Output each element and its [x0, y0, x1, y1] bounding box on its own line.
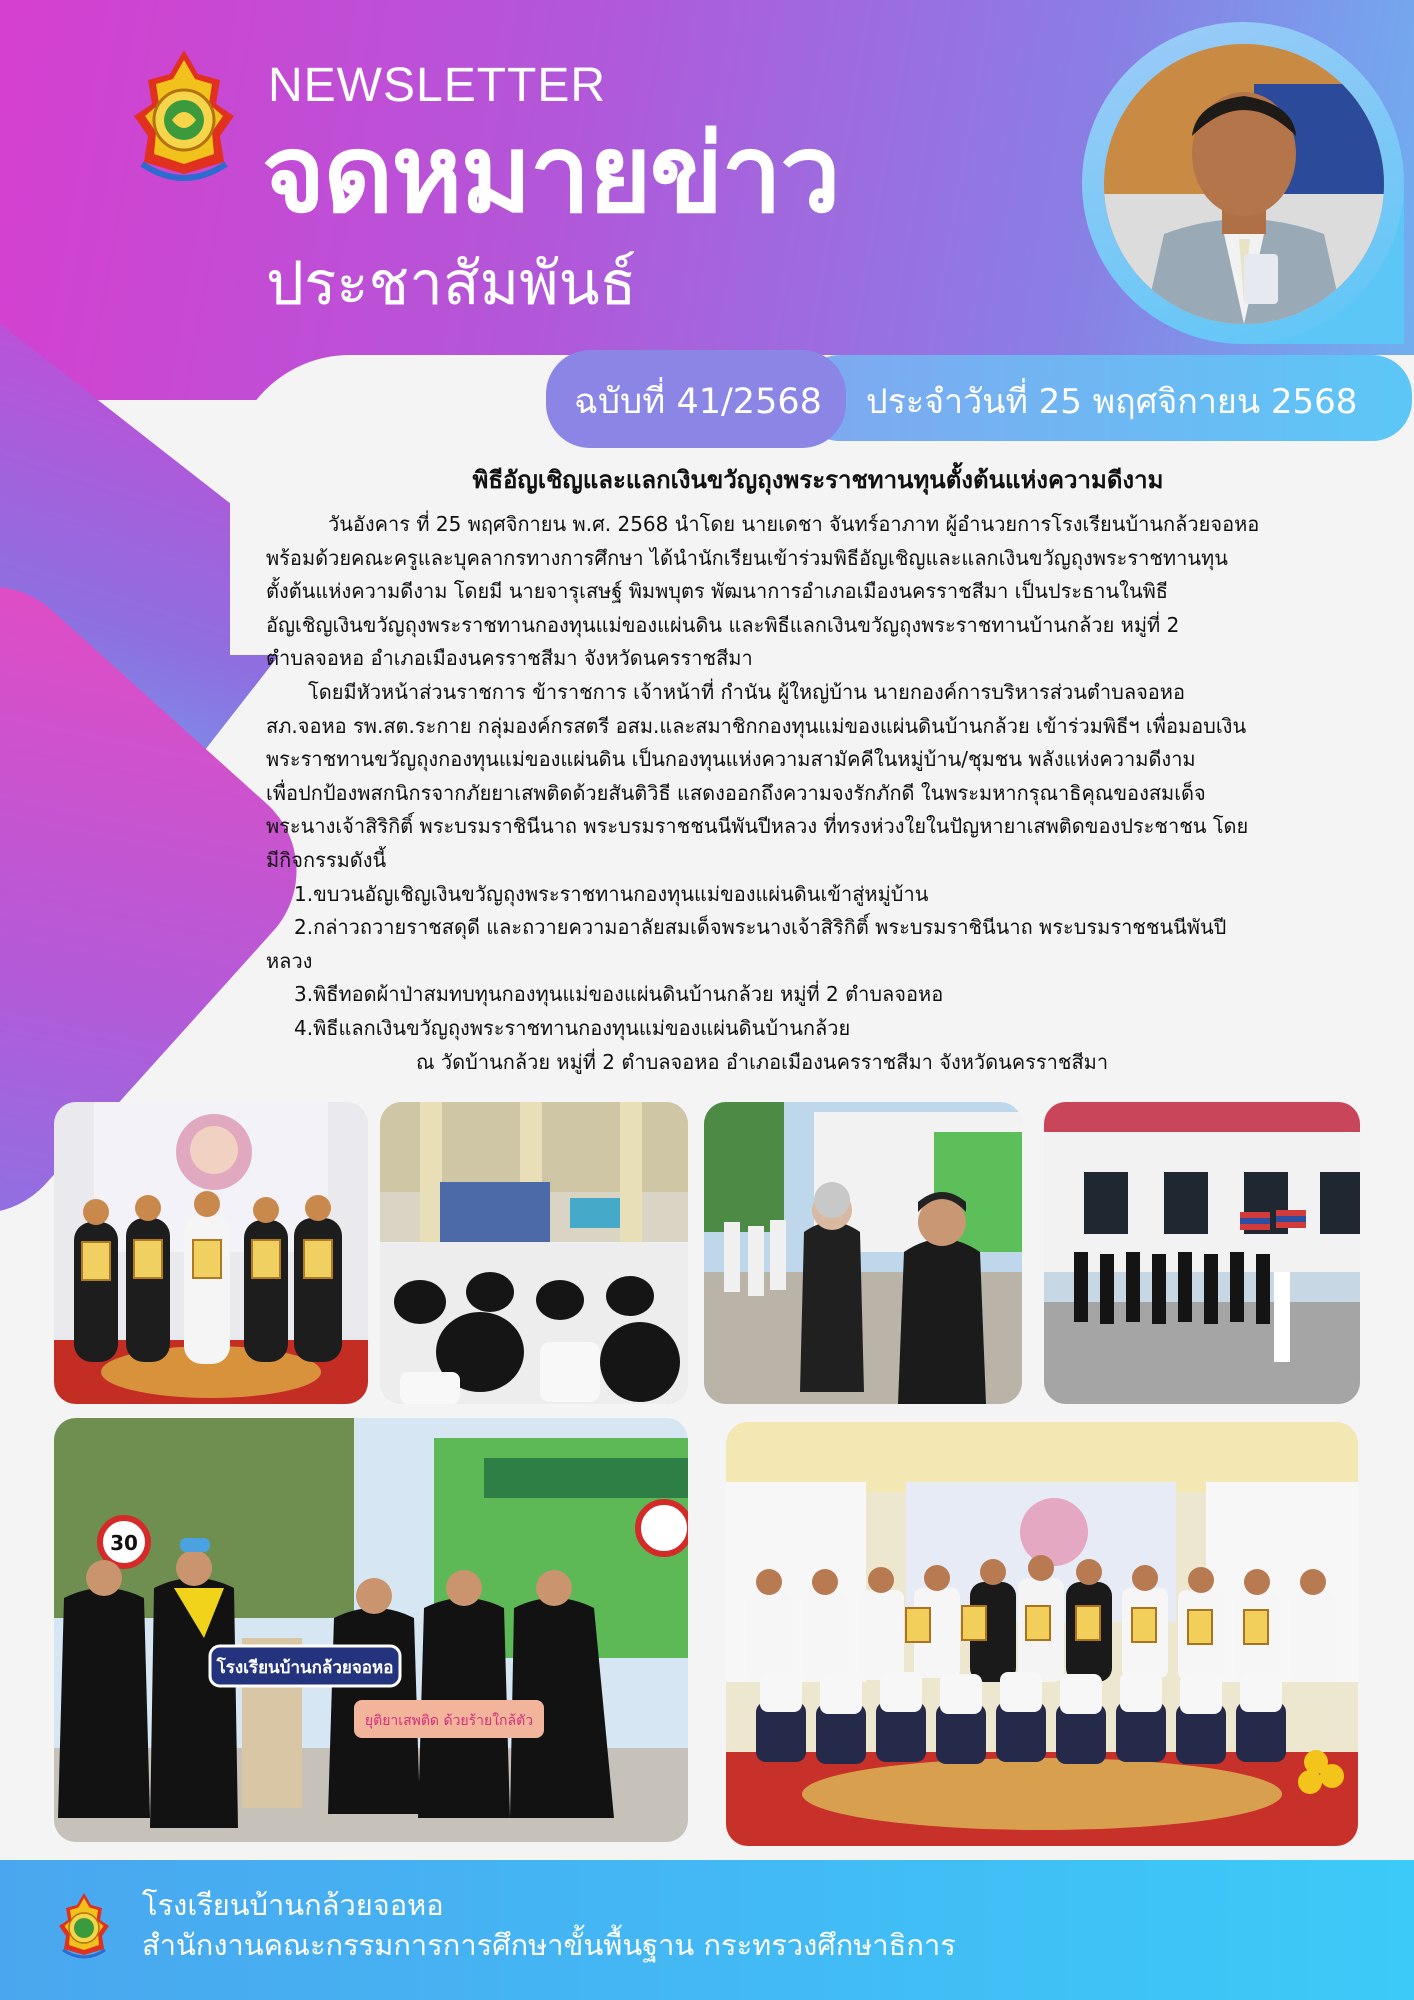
venue-line: ณ วัดบ้านกล้วย หมู่ที่ 2 ตำบลจอหอ อำเภอเมืองนครราชสีมา จังหวัดนครราชสีมา — [416, 1049, 1109, 1074]
page-subtitle: ประชาสัมพันธ์ — [266, 249, 637, 319]
issue-date: ประจำวันที่ 25 พฤศจิกายน 2568 — [866, 382, 1358, 422]
activity-item: 1.ขบวนอัญเชิญเงินขวัญถุงพระราชทานกองทุนแม่ของแผ่นดินเข้าสู่หมู่บ้าน — [294, 881, 929, 906]
article-line: หลวง — [266, 948, 313, 973]
footer — [0, 1860, 1414, 2000]
article-line: สภ.จอหอ รพ.สต.ระกาย กลุ่มองค์กรสตรี อสม.และสมาชิกกองทุนแม่ของแผ่นดินบ้านกล้วย เข้าร่วมพิธีฯ เพื่อมอบเงิน — [266, 713, 1247, 738]
article-line: โดยมีหัวหน้าส่วนราชการ ข้าราชการ เจ้าหน้าที่ กำนัน ผู้ใหญ่บ้าน นายกองค์การบริหารส่วนตำบลจอหอ — [308, 679, 1186, 704]
article-title: พิธีอัญเชิญและแลกเงินขวัญถุงพระราชทานทุนตั้งต้นแห่งความดีงาม — [472, 466, 1164, 494]
footer-office-name: สำนักงานคณะกรรมการการศึกษาขั้นพื้นฐาน กระทรวงศึกษาธิการ — [142, 1928, 956, 1962]
women-outdoor-photo — [704, 1102, 1022, 1404]
students-certificates-photo — [726, 1422, 1358, 1846]
school-emblem-icon — [124, 46, 244, 186]
article-line: มีกิจกรรมดังนี้ — [266, 847, 387, 872]
school-sign-group-photo — [54, 1418, 688, 1842]
procession-building-photo — [1044, 1102, 1360, 1404]
activity-item: 2.กล่าวถวายราชสดุดี และถวายความอาลัยสมเด็จพระนางเจ้าสิริกิติ์ พระบรมราชินีนาถ พระบรมราชชนนีพันปี — [294, 915, 1227, 940]
footer-school-name: โรงเรียนบ้านกล้วยจอหอ — [142, 1888, 444, 1922]
article-line: วันอังคาร ที่ 25 พฤศจิกายน พ.ศ. 2568 นำโดย นายเดชา จันทร์อาภาท ผู้อำนวยการโรงเรียนบ้านกล้วยจอหอ — [328, 512, 1260, 536]
article-line: พร้อมด้วยคณะครูและบุคลากรทางการศึกษา ได้นำนักเรียนเข้าร่วมพิธีอัญเชิญและแลกเงินขวัญถุงพระราชทานทุน — [266, 545, 1228, 570]
school-sign: โรงเรียนบ้านกล้วยจอหอ — [216, 1658, 394, 1678]
director-portrait — [1104, 44, 1384, 324]
article-line: ตำบลจอหอ อำเภอเมืองนครราชสีมา จังหวัดนครราชสีมา — [266, 646, 753, 671]
article-body — [266, 508, 1376, 1079]
article-line: พระราชทานขวัญถุงกองทุนแม่ของแผ่นดิน เป็นกองทุนแห่งความสามัคคีในหมู่บ้าน/ชุมชน พลังแห่งความดีงาม — [266, 747, 1196, 772]
seated-audience-photo — [380, 1102, 688, 1404]
ceremony-group-photo — [54, 1102, 368, 1404]
article-line: อัญเชิญเงินขวัญถุงพระราชทานกองทุนแม่ของแผ่นดิน และพิธีแลกเงินขวัญถุงพระราชทานบ้านกล้วย หมู่ที่ 2 — [266, 612, 1180, 637]
school-emblem-icon — [54, 1888, 114, 1964]
article-line: ตั้งต้นแห่งความดีงาม โดยมี นายจารุเสษฐ์ พิมพบุตร พัฒนาการอำเภอเมืองนครราชสีมา เป็นประธานในพิธี — [266, 579, 1169, 604]
article-line: พระนางเจ้าสิริกิติ์ พระบรมราชินีนาถ พระบรมราชชนนีพันปีหลวง ที่ทรงห่วงใยในปัญหายาเสพติดของประชาชน โดย — [266, 814, 1249, 839]
article-line: เพื่อปกป้องพสกนิกรจากภัยยาเสพติดด้วยสันติวิธี แสดงออกถึงความจงรักภักดี ในพระมหากรุณาธิคุณของสมเด็จ — [266, 780, 1206, 805]
activity-item: 4.พิธีแลกเงินขวัญถุงพระราชทานกองทุนแม่ของแผ่นดินบ้านกล้วย — [294, 1015, 851, 1040]
issue-number: ฉบับที่ 41/2568 — [574, 382, 822, 422]
page-title: จดหมายข่าว — [262, 112, 839, 237]
speed-limit-sign: 30 — [110, 1531, 138, 1555]
activity-item: 3.พิธีทอดผ้าป่าสมทบทุนกองทุนแม่ของแผ่นดินบ้านกล้วย หมู่ที่ 2 ตำบลจอหอ — [294, 982, 944, 1007]
newsletter-label: NEWSLETTER — [268, 59, 607, 112]
campaign-banner: ยุติยาเสพติด ด้วยร้ายใกล้ตัว — [364, 1713, 534, 1729]
